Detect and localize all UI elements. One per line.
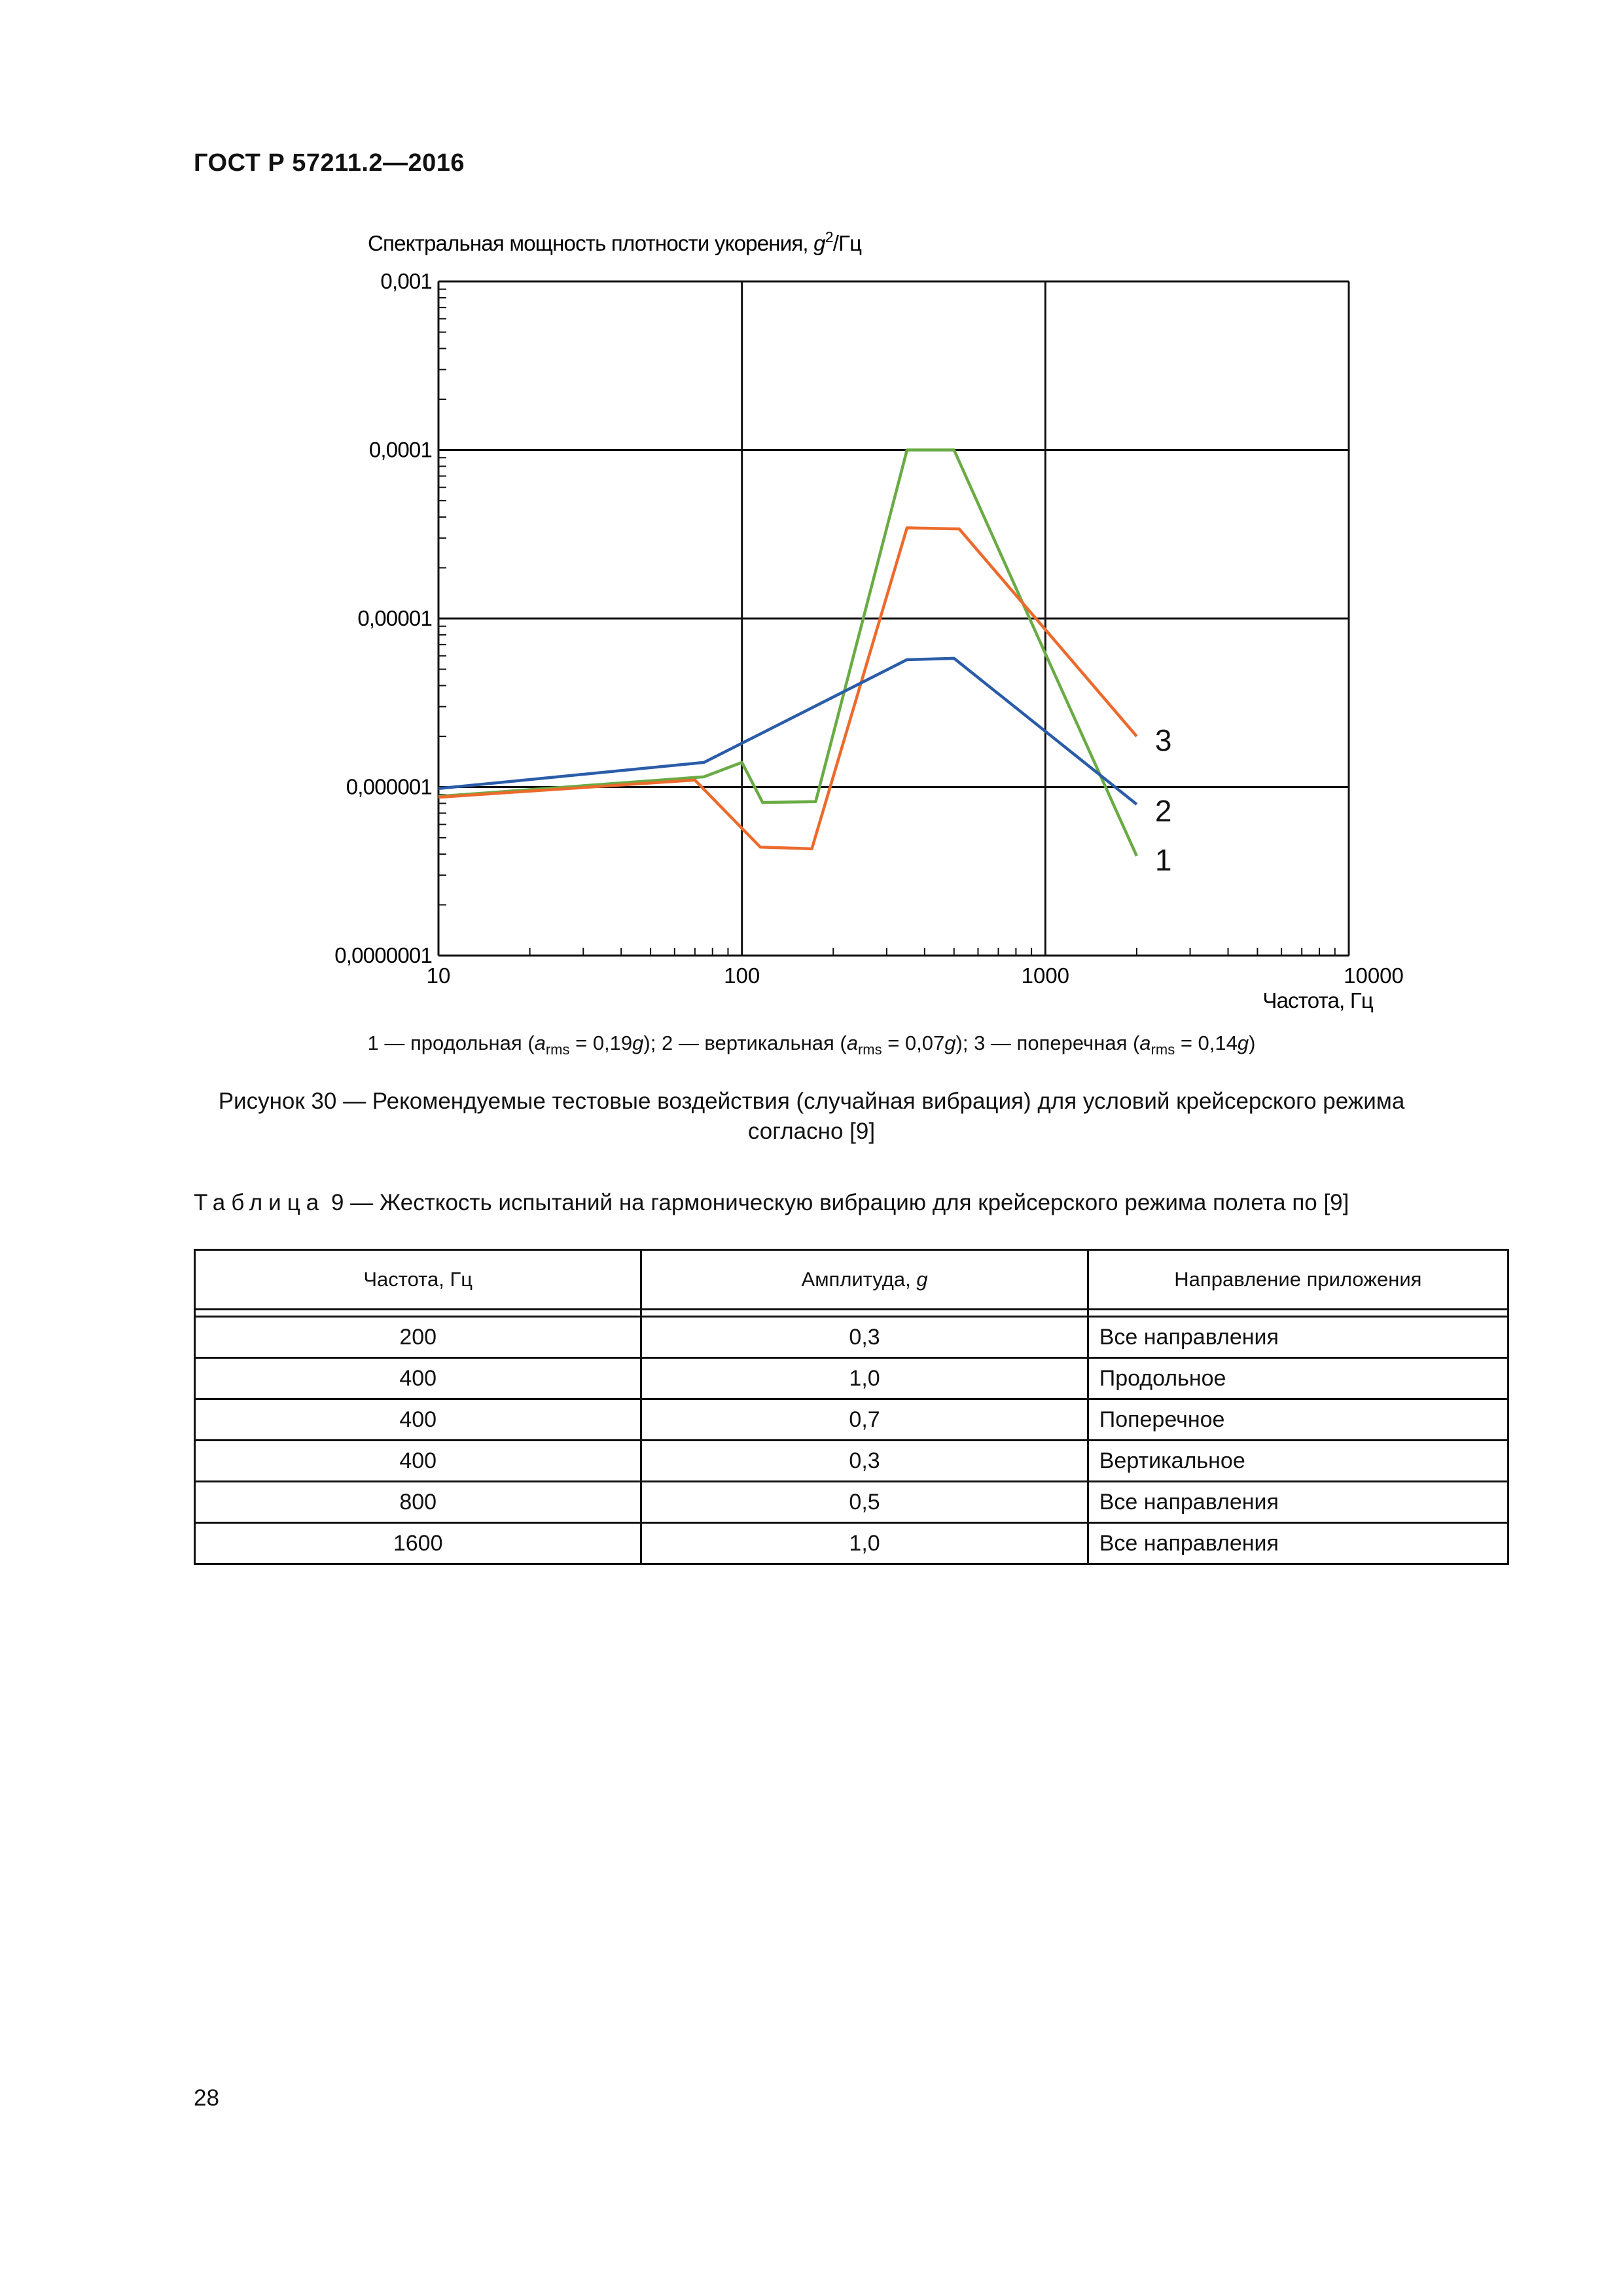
table-row bbox=[195, 1523, 1508, 1564]
cell-amplitude: 1,0 bbox=[641, 1523, 1088, 1564]
cell-direction: Все направления bbox=[1088, 1523, 1508, 1564]
header-amplitude: Амплитуда, g bbox=[641, 1250, 1088, 1310]
cell-amplitude: 0,7 bbox=[641, 1399, 1088, 1441]
y-tick-label: 0,0001 bbox=[368, 437, 432, 462]
x-tick-label: 10000 bbox=[1344, 963, 1404, 988]
series-line-2 bbox=[438, 658, 1137, 804]
table-row bbox=[195, 1399, 1508, 1441]
y-tick-label: 0,000001 bbox=[346, 774, 432, 799]
table-header-row bbox=[195, 1250, 1508, 1310]
header-direction: Направление приложения bbox=[1088, 1250, 1508, 1310]
chart-grid bbox=[438, 281, 1349, 956]
cell-frequency: 800 bbox=[195, 1482, 641, 1523]
x-axis-label: Частота, Гц bbox=[1262, 988, 1373, 1013]
series-label-3: 3 bbox=[1154, 723, 1172, 757]
cell-direction: Вертикальное bbox=[1088, 1441, 1508, 1482]
cell-direction: Поперечное bbox=[1088, 1399, 1508, 1441]
table-row bbox=[195, 1482, 1508, 1523]
page-number: 28 bbox=[194, 2085, 219, 2111]
chart-legend: 1 — продольная $(a_{rms} = 0,19g)$; 2 — вертикальная $(a_{rms} = 0,07g)$; 3 — поперечная $(a_{rms} = 0,14g)$ bbox=[367, 1031, 1256, 1058]
x-tick-label: 1000 bbox=[1021, 963, 1070, 988]
series-label-1: 1 bbox=[1154, 842, 1172, 877]
y-tick-label: 0,0000001 bbox=[334, 943, 432, 967]
chart-series bbox=[438, 450, 1137, 856]
header-separator bbox=[195, 1310, 1508, 1317]
cell-amplitude: 0,5 bbox=[641, 1482, 1088, 1523]
table-row bbox=[195, 1358, 1508, 1399]
table-title: Таблица 9 — Жесткость испытаний на гармоническую вибрацию для крейсерского режима полета по [9] bbox=[194, 1190, 1349, 1215]
series-label-2: 2 bbox=[1154, 793, 1172, 828]
vibration-table bbox=[194, 1249, 1509, 1565]
header-frequency: Частота, Гц bbox=[195, 1250, 641, 1310]
chart-labels bbox=[334, 269, 1404, 988]
y-tick-label: 0,001 bbox=[380, 269, 432, 293]
cell-direction: Все направления bbox=[1088, 1482, 1508, 1523]
cell-frequency: 400 bbox=[195, 1399, 641, 1441]
cell-frequency: 200 bbox=[195, 1317, 641, 1358]
cell-amplitude: 0,3 bbox=[641, 1317, 1088, 1358]
cell-frequency: 1600 bbox=[195, 1523, 641, 1564]
series-line-1 bbox=[438, 450, 1137, 856]
cell-direction: Продольное bbox=[1088, 1358, 1508, 1399]
figure-caption: Рисунок 30 — Рекомендуемые тестовые воздействия (случайная вибрация) для условий крейсерского режима согласно [9] bbox=[218, 1088, 1405, 1144]
y-tick-label: 0,00001 bbox=[357, 606, 432, 630]
chart-minor-ticks bbox=[438, 289, 1335, 956]
psd-chart bbox=[0, 0, 1623, 1034]
cell-frequency: 400 bbox=[195, 1358, 641, 1399]
document-id: ГОСТ Р 57211.2—2016 bbox=[194, 149, 465, 177]
x-tick-label: 10 bbox=[426, 963, 451, 988]
x-tick-label: 100 bbox=[724, 963, 760, 988]
table-row bbox=[195, 1441, 1508, 1482]
y-axis-label: Спектральная мощность плотности укорения, $g^2/Гц$ bbox=[368, 228, 862, 255]
cell-amplitude: 0,3 bbox=[641, 1441, 1088, 1482]
cell-frequency: 400 bbox=[195, 1441, 641, 1482]
table-row bbox=[195, 1317, 1508, 1358]
cell-direction: Все направления bbox=[1088, 1317, 1508, 1358]
cell-amplitude: 1,0 bbox=[641, 1358, 1088, 1399]
